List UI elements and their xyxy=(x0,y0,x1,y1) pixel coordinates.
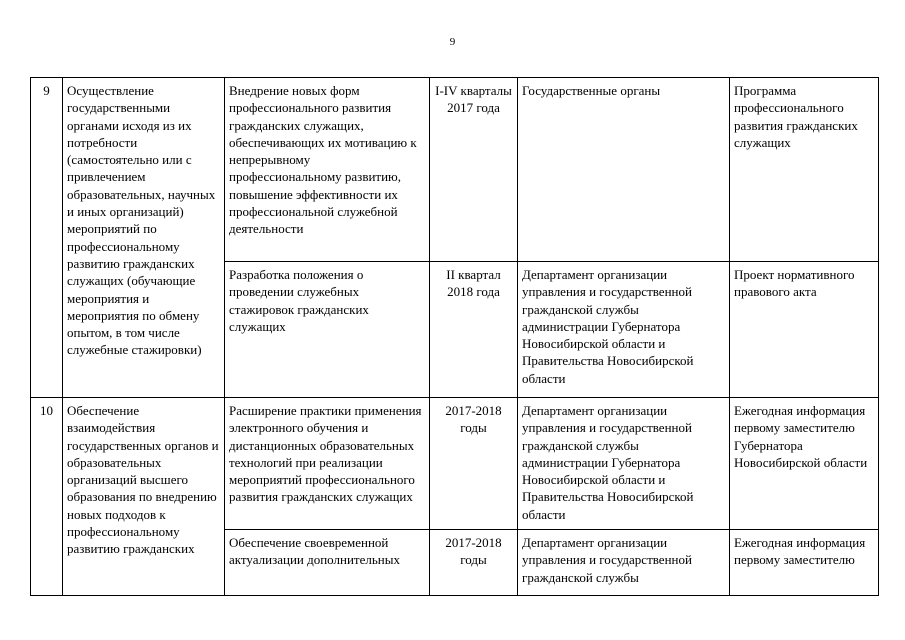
result-cell: Ежегодная информация первому заместителю Губернатора Новосибирской области xyxy=(730,398,879,530)
term-cell: 2017-2018 годы xyxy=(430,398,518,530)
table-row xyxy=(31,398,879,530)
measure-cell: Обеспечение своевременной актуализации дополнительных xyxy=(225,530,430,596)
measure-cell: Расширение практики применения электронного обучения и дистанционных образовательных технологий при реализации мероприятий профессионального развития гражданских служащих xyxy=(225,398,430,530)
row-number: 9 xyxy=(31,78,63,398)
executor-cell: Департамент организации управления и государственной гражданской службы xyxy=(518,530,730,596)
term-cell: 2017-2018 годы xyxy=(430,530,518,596)
row-number: 10 xyxy=(31,398,63,596)
executor-cell: Департамент организации управления и государственной гражданской службы администрации Губернатора Новосибирской области и Правительства Новосибирской области xyxy=(518,262,730,398)
measure-cell: Разработка положения о проведении служебных стажировок гражданских служащих xyxy=(225,262,430,398)
page-number: 9 xyxy=(449,36,456,48)
measure-cell: Внедрение новых форм профессионального развития гражданских служащих, обеспечивающих их мотивацию к непрерывному профессиональному развитию, повышение эффективности их профессиональной служебной деятельности xyxy=(225,78,430,262)
result-cell: Проект нормативного правового акта xyxy=(730,262,879,398)
activity-cell: Обеспечение взаимодействия государственных органов и образовательных организаций высшего образования по внедрению новых подходов к профессиональному развитию гражданских xyxy=(63,398,225,596)
term-cell: I-IV кварталы 2017 года xyxy=(430,78,518,262)
term-cell: II квартал 2018 года xyxy=(430,262,518,398)
plan-table xyxy=(30,77,879,596)
result-cell: Ежегодная информация первому заместителю xyxy=(730,530,879,596)
result-cell: Программа профессионального развития гражданских служащих xyxy=(730,78,879,262)
executor-cell: Государственные органы xyxy=(518,78,730,262)
activity-cell: Осуществление государственными органами исходя из их потребности (самостоятельно или с привлечением образовательных, научных и иных организаций) мероприятий по профессиональному развитию гражданских служащих (обучающие мероприятия и мероприятия по обмену опытом, в том числе служебные стажировки) xyxy=(63,78,225,398)
executor-cell: Департамент организации управления и государственной гражданской службы администрации Губернатора Новосибирской области и Правительства Новосибирской области xyxy=(518,398,730,530)
table-row xyxy=(31,78,879,262)
